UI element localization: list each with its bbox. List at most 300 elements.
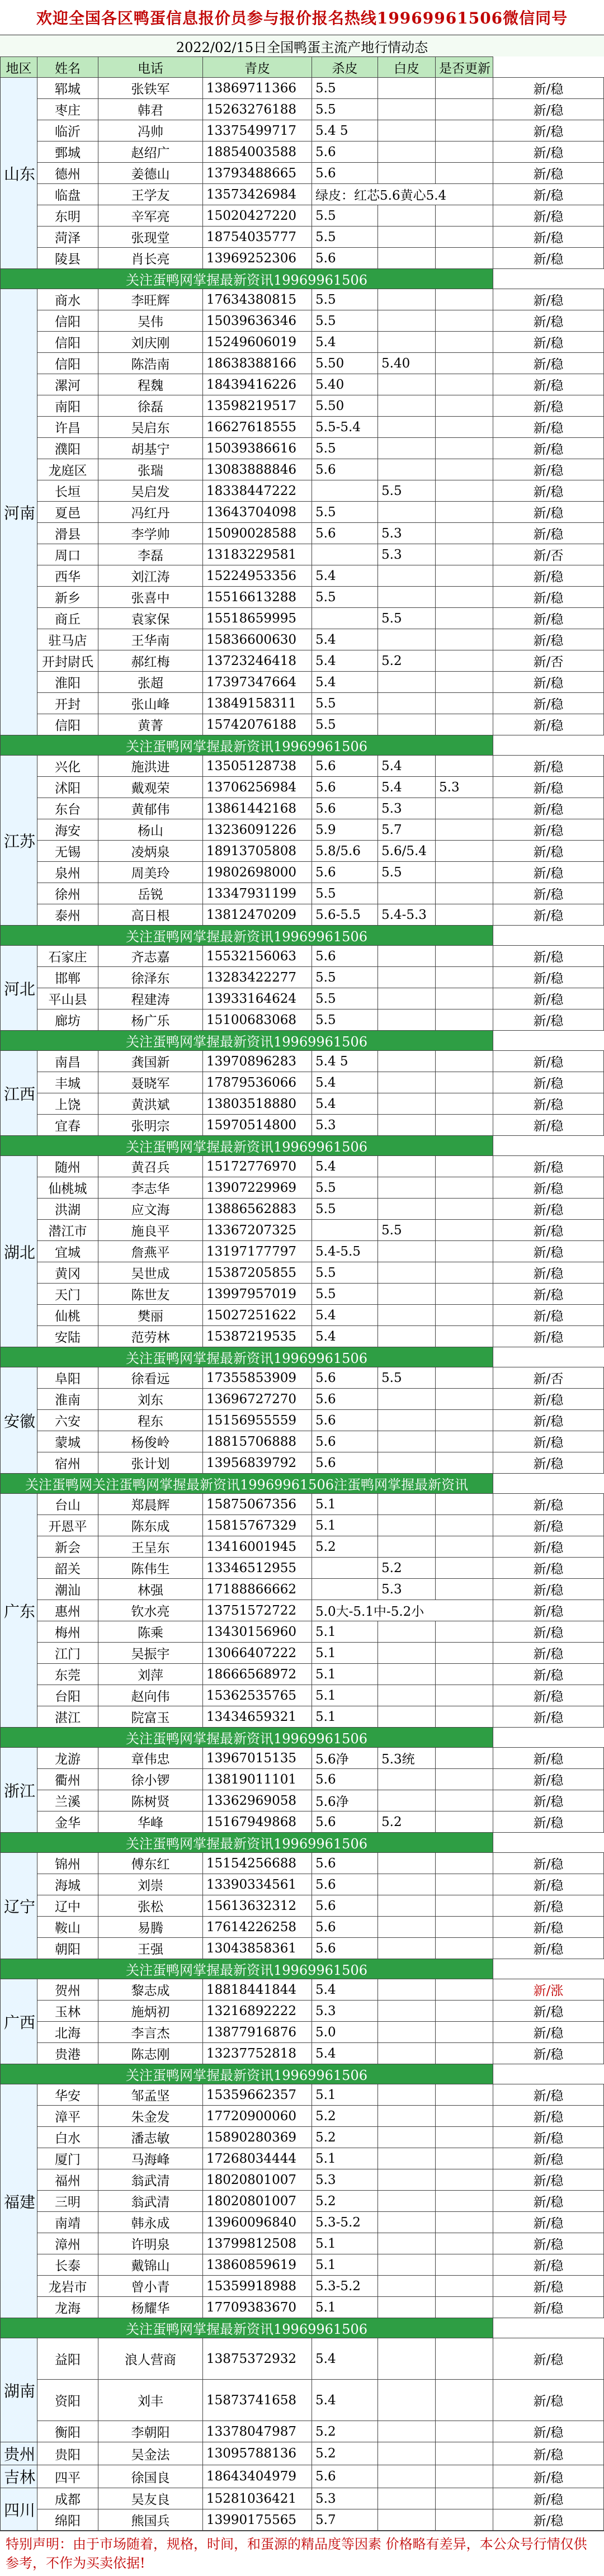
- table-row: [1, 672, 604, 693]
- trend-cell: 新/稳: [493, 2338, 604, 2380]
- phone-cell: 13216892222: [203, 2001, 312, 2022]
- qing-price-cell: 5.1: [312, 1706, 378, 1728]
- trend-cell: 新/稳: [493, 904, 604, 926]
- name-cell: 林强: [98, 1579, 203, 1600]
- sha-price-cell: [378, 1685, 436, 1706]
- table-row: [1, 1621, 604, 1643]
- phone-cell: 13043858361: [203, 1938, 312, 1959]
- qing-price-cell: 5.2: [312, 2106, 378, 2127]
- table-row: [1, 1199, 604, 1220]
- bai-price-cell: [436, 587, 493, 608]
- sha-price-cell: [378, 1199, 436, 1220]
- region-cell: 漯河: [37, 374, 98, 395]
- region-cell: 西华: [37, 565, 98, 587]
- name-cell: 翁武清: [98, 2191, 203, 2212]
- bai-price-cell: [436, 1009, 493, 1031]
- region-cell: 梅州: [37, 1621, 98, 1643]
- qing-price-cell: [312, 480, 378, 502]
- phone-cell: 13434659321: [203, 1706, 312, 1728]
- qing-price-cell: 5.4: [312, 332, 378, 353]
- header-trend: 是否更新: [436, 57, 493, 78]
- table-row: [1, 1895, 604, 1917]
- region-cell: 台山: [37, 1494, 98, 1515]
- phone-cell: 18854003588: [203, 141, 312, 163]
- name-cell: 徐小锣: [98, 1769, 203, 1790]
- region-cell: 石家庄: [37, 946, 98, 967]
- sha-price-cell: [378, 2509, 436, 2531]
- sha-price-cell: [378, 1051, 436, 1072]
- phone-cell: 13860859619: [203, 2254, 312, 2276]
- table-row: [1, 1494, 604, 1515]
- name-cell: 杨耀华: [98, 2297, 203, 2318]
- region-cell: 临盘: [37, 184, 98, 205]
- region-cell: 朝阳: [37, 1938, 98, 1959]
- table-row: [1, 1220, 604, 1241]
- name-cell: 张喜中: [98, 587, 203, 608]
- table-row: [1, 2106, 604, 2127]
- qing-price-cell: 5.6: [312, 1452, 378, 1474]
- phone-cell: 13283422277: [203, 967, 312, 988]
- region-cell: 商丘: [37, 608, 98, 629]
- sha-price-cell: 5.5: [378, 1220, 436, 1241]
- region-cell: 南靖: [37, 2212, 98, 2233]
- sha-price-cell: 5.2: [378, 1811, 436, 1833]
- header-region: 地区: [1, 57, 37, 78]
- name-cell: 黄洪斌: [98, 1093, 203, 1115]
- name-cell: 徐国良: [98, 2465, 203, 2488]
- name-cell: 傅东红: [98, 1853, 203, 1874]
- qing-price-cell: 5.5: [312, 438, 378, 459]
- sha-price-cell: [378, 629, 436, 650]
- phone-cell: 18020801007: [203, 2169, 312, 2191]
- trend-cell: 新/稳: [493, 1811, 604, 1833]
- name-cell: 龚国新: [98, 1051, 203, 1072]
- bai-price-cell: [436, 1811, 493, 1833]
- name-cell: 刘东: [98, 1389, 203, 1410]
- name-cell: 院富玉: [98, 1706, 203, 1728]
- qing-price-cell: 5.1: [312, 1664, 378, 1685]
- bai-price-cell: [436, 1917, 493, 1938]
- region-cell: 长垣: [37, 480, 98, 502]
- qing-price-cell: [312, 544, 378, 565]
- phone-cell: 18338447222: [203, 480, 312, 502]
- trend-cell: 新/稳: [493, 1241, 604, 1262]
- name-cell: 张铁军: [98, 78, 203, 99]
- disclaimer-notice: 特别声明：由于市场随着，规格，时间，和蛋源的精品度等因素 价格略有差异，本公众号行情仅供参考，不作为买卖依据!: [0, 2531, 604, 2576]
- bai-price-cell: [436, 2254, 493, 2276]
- table-row: [1, 289, 604, 310]
- table-row: [1, 163, 604, 184]
- region-cell: 开封: [37, 693, 98, 714]
- phone-cell: 15224953356: [203, 565, 312, 587]
- bai-price-cell: [436, 1895, 493, 1917]
- sha-price-cell: [378, 1305, 436, 1326]
- bai-price-cell: [436, 2148, 493, 2169]
- table-row: [1, 2509, 604, 2531]
- sha-price-cell: [378, 205, 436, 227]
- table-row: [1, 819, 604, 841]
- region-cell: 上饶: [37, 1093, 98, 1115]
- name-cell: 李学帅: [98, 523, 203, 544]
- bai-price-cell: [436, 1431, 493, 1452]
- bai-price-cell: [436, 2509, 493, 2531]
- sha-price-cell: 5.2: [378, 1558, 436, 1579]
- region-cell: 沭阳: [37, 777, 98, 798]
- phone-cell: 13933164624: [203, 988, 312, 1009]
- trend-cell: 新/稳: [493, 1621, 604, 1643]
- name-cell: 张明宗: [98, 1115, 203, 1136]
- region-cell: 夏邑: [37, 502, 98, 523]
- phone-cell: 15167949868: [203, 1811, 312, 1833]
- phone-cell: 13236091226: [203, 819, 312, 841]
- name-cell: 黄郁伟: [98, 798, 203, 819]
- name-cell: 樊丽: [98, 1305, 203, 1326]
- table-row: [1, 650, 604, 672]
- province-cell: 江西: [1, 1051, 37, 1136]
- region-cell: 厦门: [37, 2148, 98, 2169]
- phone-cell: 13183229581: [203, 544, 312, 565]
- trend-cell: 新/稳: [493, 756, 604, 777]
- name-cell: 陈乘: [98, 1621, 203, 1643]
- table-row: [1, 1367, 604, 1389]
- sha-price-cell: [378, 2233, 436, 2254]
- name-cell: 吴金法: [98, 2442, 203, 2465]
- trend-cell: 新/稳: [493, 353, 604, 374]
- trend-cell: 新/稳: [493, 2509, 604, 2531]
- bai-price-cell: [436, 2001, 493, 2022]
- trend-cell: 新/稳: [493, 2169, 604, 2191]
- province-cell: 贵州: [1, 2442, 37, 2465]
- table-row: [1, 2169, 604, 2191]
- name-cell: 黎志成: [98, 1979, 203, 2001]
- trend-cell: 新/稳: [493, 2276, 604, 2297]
- phone-cell: 13598219517: [203, 395, 312, 417]
- table-row: [1, 2297, 604, 2318]
- sha-price-cell: 5.4: [378, 777, 436, 798]
- name-cell: 胡基宁: [98, 438, 203, 459]
- phone-cell: 15970514800: [203, 1115, 312, 1136]
- phone-cell: 13095788136: [203, 2442, 312, 2465]
- qing-price-cell: 5.6: [312, 777, 378, 798]
- qing-price-cell: 5.5: [312, 988, 378, 1009]
- name-cell: 刘丰: [98, 2380, 203, 2421]
- qing-price-cell: 5.6: [312, 141, 378, 163]
- region-cell: 开封尉氏: [37, 650, 98, 672]
- bai-price-cell: [436, 289, 493, 310]
- bai-price-cell: [436, 967, 493, 988]
- table-row: [1, 1853, 604, 1874]
- region-cell: 南阳: [37, 395, 98, 417]
- qing-price-cell: 5.2: [312, 2442, 378, 2465]
- table-row: [1, 310, 604, 332]
- sha-price-cell: [378, 1536, 436, 1558]
- sha-price-cell: [378, 2148, 436, 2169]
- region-cell: 宜城: [37, 1241, 98, 1262]
- phone-cell: 15359918988: [203, 2276, 312, 2297]
- name-cell: 王华南: [98, 629, 203, 650]
- name-cell: 许明泉: [98, 2233, 203, 2254]
- name-cell: 华峰: [98, 1811, 203, 1833]
- table-row: [1, 629, 604, 650]
- bai-price-cell: [436, 99, 493, 120]
- sha-price-cell: [378, 1452, 436, 1474]
- bai-price-cell: [436, 1367, 493, 1389]
- table-row: [1, 480, 604, 502]
- name-cell: 赵向伟: [98, 1685, 203, 1706]
- qing-price-cell: 5.50: [312, 395, 378, 417]
- sha-price-cell: [378, 883, 436, 904]
- sha-price-cell: [378, 1643, 436, 1664]
- promo-banner: 关注蛋鸭网掌握最新资讯19969961506: [1, 926, 493, 946]
- name-cell: 郑晨辉: [98, 1494, 203, 1515]
- region-cell: 枣庄: [37, 99, 98, 120]
- phone-cell: 15387219535: [203, 1326, 312, 1347]
- trend-cell: 新/稳: [493, 565, 604, 587]
- qing-price-cell: 5.5-5.4: [312, 417, 378, 438]
- qing-price-cell: 5.5: [312, 1284, 378, 1305]
- qing-price-cell: 5.4: [312, 1093, 378, 1115]
- region-cell: 龙岩市: [37, 2276, 98, 2297]
- sha-price-cell: 5.3: [378, 544, 436, 565]
- table-row: [1, 862, 604, 883]
- trend-cell: 新/稳: [493, 1494, 604, 1515]
- trend-cell: 新/稳: [493, 2148, 604, 2169]
- phone-cell: 15039636346: [203, 310, 312, 332]
- sha-price-cell: [378, 2084, 436, 2106]
- name-cell: 吴启东: [98, 417, 203, 438]
- table-row: [1, 2148, 604, 2169]
- region-cell: 天门: [37, 1284, 98, 1305]
- sha-price-cell: [378, 2254, 436, 2276]
- phone-cell: 13997957019: [203, 1284, 312, 1305]
- region-cell: 阜阳: [37, 1367, 98, 1389]
- region-cell: 滑县: [37, 523, 98, 544]
- region-cell: 黄冈: [37, 1262, 98, 1284]
- sha-price-cell: [378, 1494, 436, 1515]
- name-cell: 黄召兵: [98, 1156, 203, 1177]
- table-body: [1, 78, 604, 2531]
- table-row: [1, 2421, 604, 2442]
- trend-cell: 新/稳: [493, 523, 604, 544]
- qing-price-cell: 5.0: [312, 2022, 378, 2043]
- name-cell: 吴世成: [98, 1262, 203, 1284]
- trend-cell: 新/稳: [493, 1600, 604, 1621]
- name-cell: 徐看远: [98, 1367, 203, 1389]
- bai-price-cell: [436, 502, 493, 523]
- province-cell: 湖南: [1, 2338, 37, 2442]
- bai-price-cell: [436, 672, 493, 693]
- name-cell: 郝红梅: [98, 650, 203, 672]
- qing-price-cell: [312, 1579, 378, 1600]
- region-cell: 锦州: [37, 1853, 98, 1874]
- table-row: [1, 332, 604, 353]
- trend-cell: 新/稳: [493, 1009, 604, 1031]
- trend-cell: 新/涨: [493, 1979, 604, 2001]
- table-row: [1, 374, 604, 395]
- sha-price-cell: [378, 1156, 436, 1177]
- trend-cell: 新/稳: [493, 2043, 604, 2064]
- phone-cell: 17188866662: [203, 1579, 312, 1600]
- province-cell: 湖北: [1, 1156, 37, 1347]
- phone-cell: 15387205855: [203, 1262, 312, 1284]
- trend-cell: 新/稳: [493, 1790, 604, 1811]
- name-cell: 吴启发: [98, 480, 203, 502]
- sha-price-cell: 5.3统: [378, 1748, 436, 1769]
- qing-price-cell: 5.4: [312, 565, 378, 587]
- name-cell: 戴观荣: [98, 777, 203, 798]
- province-cell: 山东: [1, 78, 37, 269]
- name-cell: 吴伟: [98, 310, 203, 332]
- qing-price-cell: 5.2: [312, 2421, 378, 2442]
- name-cell: 王学友: [98, 184, 203, 205]
- qing-price-cell: 5.6净: [312, 1748, 378, 1769]
- name-cell: 张计划: [98, 1452, 203, 1474]
- bai-price-cell: [436, 438, 493, 459]
- promo-banner-row: [1, 1347, 604, 1367]
- bai-price-cell: [436, 608, 493, 629]
- phone-cell: 17634380815: [203, 289, 312, 310]
- trend-cell: 新/稳: [493, 2488, 604, 2509]
- qing-price-cell: [312, 1220, 378, 1241]
- bai-price-cell: [436, 1452, 493, 1474]
- table-row: [1, 2465, 604, 2488]
- trend-cell: 新/稳: [493, 2233, 604, 2254]
- header-qing: 青皮: [203, 57, 312, 78]
- region-cell: 郓城: [37, 78, 98, 99]
- name-cell: 李旺辉: [98, 289, 203, 310]
- bai-price-cell: [436, 1072, 493, 1093]
- table-row: [1, 1262, 604, 1284]
- region-cell: 绵阳: [37, 2509, 98, 2531]
- promo-banner-row: [1, 2318, 604, 2338]
- name-cell: 张山峰: [98, 693, 203, 714]
- phone-cell: 17397347664: [203, 672, 312, 693]
- name-cell: 李朝阳: [98, 2421, 203, 2442]
- name-cell: 杨广乐: [98, 1009, 203, 1031]
- bai-price-cell: [436, 1305, 493, 1326]
- table-row: [1, 1093, 604, 1115]
- trend-cell: 新/稳: [493, 2254, 604, 2276]
- table-row: [1, 2254, 604, 2276]
- sha-price-cell: [378, 1853, 436, 1874]
- phone-cell: 13237752818: [203, 2043, 312, 2064]
- phone-cell: 13799812508: [203, 2233, 312, 2254]
- sha-price-cell: [378, 1115, 436, 1136]
- bai-price-cell: [436, 2022, 493, 2043]
- province-cell: 广东: [1, 1494, 37, 1728]
- trend-cell: 新/稳: [493, 862, 604, 883]
- table-row: [1, 946, 604, 967]
- qing-price-cell: 5.6: [312, 1917, 378, 1938]
- table-row: [1, 1115, 604, 1136]
- phone-cell: 13197177797: [203, 1241, 312, 1262]
- sha-price-cell: [378, 1706, 436, 1728]
- region-cell: 丰城: [37, 1072, 98, 1093]
- phone-cell: 18638388166: [203, 353, 312, 374]
- name-cell: 冯帅: [98, 120, 203, 141]
- region-cell: 龙庭区: [37, 459, 98, 480]
- table-header: [1, 57, 604, 78]
- trend-cell: 新/稳: [493, 248, 604, 269]
- table-row: [1, 2488, 604, 2509]
- qing-price-cell: 5.1: [312, 1494, 378, 1515]
- region-cell: 漳平: [37, 2106, 98, 2127]
- promo-banner-row: [1, 1474, 604, 1494]
- table-row: [1, 523, 604, 544]
- name-cell: 陈树贤: [98, 1790, 203, 1811]
- province-cell: 广西: [1, 1979, 37, 2064]
- table-row: [1, 1579, 604, 1600]
- trend-cell: 新/稳: [493, 883, 604, 904]
- region-cell: 许昌: [37, 417, 98, 438]
- sha-price-cell: [378, 693, 436, 714]
- promo-banner-row: [1, 1728, 604, 1748]
- bai-price-cell: [436, 946, 493, 967]
- qing-price-cell: 5.3: [312, 2169, 378, 2191]
- bai-price-cell: [436, 141, 493, 163]
- trend-cell: 新/稳: [493, 1664, 604, 1685]
- phone-cell: 17720900060: [203, 2106, 312, 2127]
- name-cell: 聂晓军: [98, 1072, 203, 1093]
- table-row: [1, 1536, 604, 1558]
- table-row: [1, 1431, 604, 1452]
- trend-cell: 新/稳: [493, 1410, 604, 1431]
- qing-price-cell: 5.5: [312, 693, 378, 714]
- qing-price-cell: 5.1: [312, 2254, 378, 2276]
- table-row: [1, 587, 604, 608]
- phone-cell: 13956839792: [203, 1452, 312, 1474]
- region-cell: 三明: [37, 2191, 98, 2212]
- bai-price-cell: [436, 1284, 493, 1305]
- table-row: [1, 1009, 604, 1031]
- qing-price-cell: 5.1: [312, 2233, 378, 2254]
- table-row: [1, 883, 604, 904]
- region-cell: 益阳: [37, 2338, 98, 2380]
- region-cell: 金华: [37, 1811, 98, 1833]
- qing-price-cell: 5.5: [312, 1177, 378, 1199]
- phone-cell: 15027251622: [203, 1305, 312, 1326]
- sha-price-cell: [378, 310, 436, 332]
- sha-price-cell: [378, 2043, 436, 2064]
- trend-cell: 新/稳: [493, 502, 604, 523]
- table-row: [1, 1917, 604, 1938]
- bai-price-cell: [436, 2169, 493, 2191]
- bai-price-cell: [436, 544, 493, 565]
- name-cell: 詹燕平: [98, 1241, 203, 1262]
- promo-banner-row: [1, 2064, 604, 2084]
- table-row: [1, 1748, 604, 1769]
- bai-price-cell: [436, 353, 493, 374]
- phone-cell: 13375499717: [203, 120, 312, 141]
- sha-price-cell: [378, 78, 436, 99]
- phone-cell: 13803518880: [203, 1093, 312, 1115]
- region-cell: 北海: [37, 2022, 98, 2043]
- table-row: [1, 1790, 604, 1811]
- promo-banner-row: [1, 1031, 604, 1051]
- trend-cell: 新/稳: [493, 2191, 604, 2212]
- table-row: [1, 1979, 604, 2001]
- name-cell: 陈浩南: [98, 353, 203, 374]
- trend-cell: 新/稳: [493, 1326, 604, 1347]
- bai-price-cell: [436, 1664, 493, 1685]
- trend-cell: 新/稳: [493, 1874, 604, 1895]
- sha-price-cell: [378, 1874, 436, 1895]
- region-cell: 六安: [37, 1410, 98, 1431]
- table-row: [1, 227, 604, 248]
- qing-price-cell: 5.5: [312, 1199, 378, 1220]
- qing-price-cell: 5.2: [312, 2191, 378, 2212]
- sha-price-cell: 5.40: [378, 353, 436, 374]
